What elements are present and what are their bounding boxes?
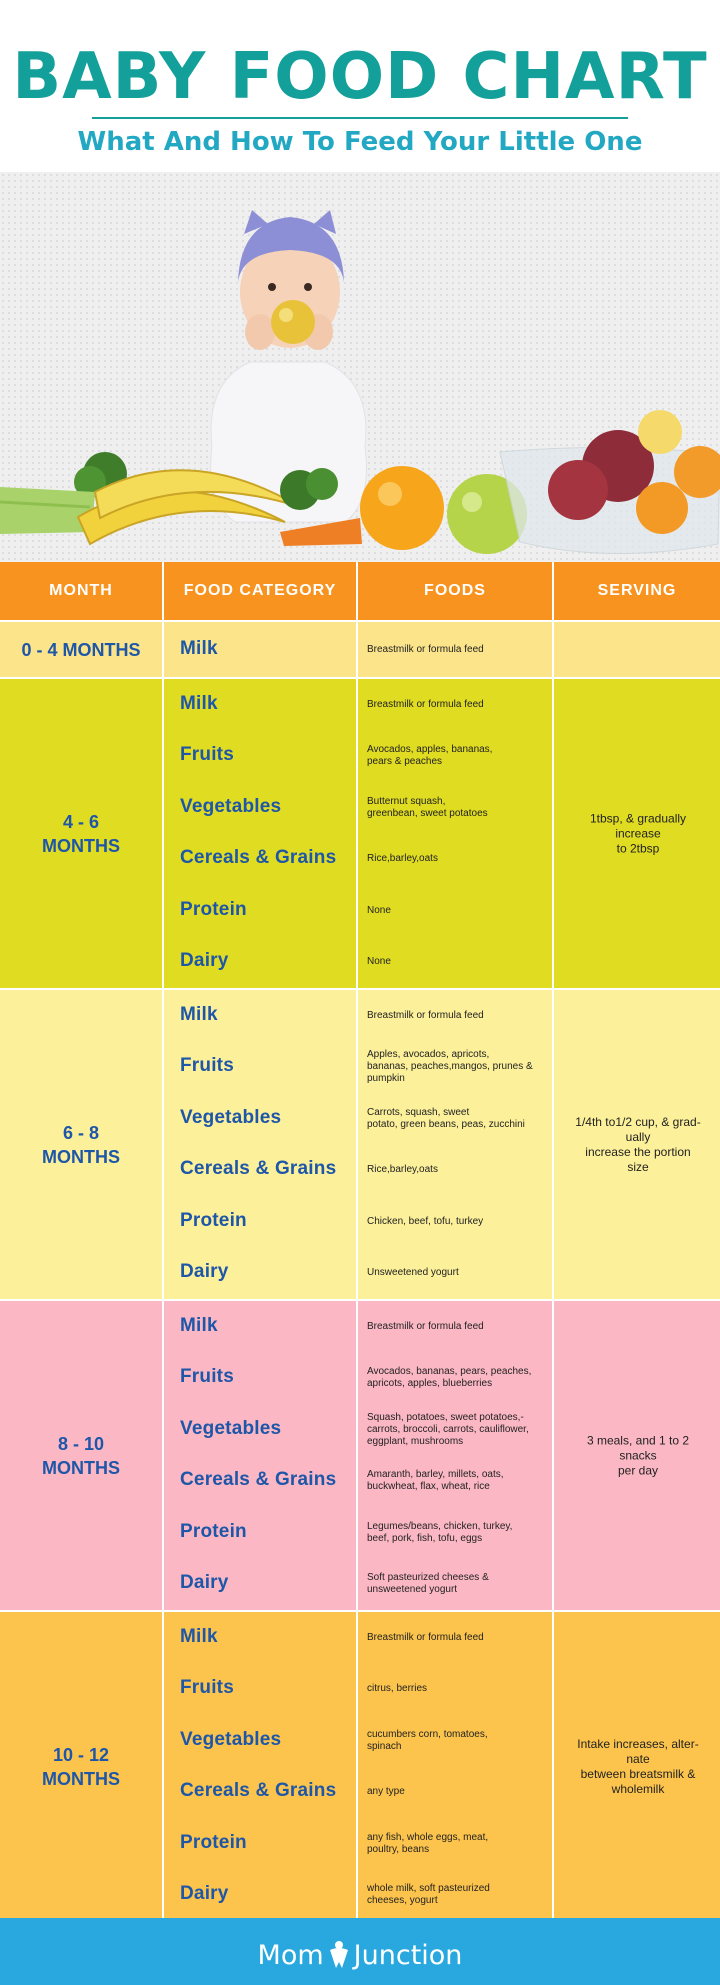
food-category-milk: Milk xyxy=(180,1003,218,1025)
foods-line: Carrots, squash, sweet xyxy=(367,1106,470,1118)
foods-cell xyxy=(367,796,551,820)
foods-line: Breastmilk or formula feed xyxy=(367,1320,484,1332)
foods-cell xyxy=(367,699,551,711)
foods-line: Butternut squash, xyxy=(367,795,446,807)
foods-line: cheeses, yogurt xyxy=(367,1895,438,1907)
serving-line: increase xyxy=(615,826,661,840)
foods-line: eggplant, mushrooms xyxy=(367,1435,464,1447)
food-category-vegetables: Vegetables xyxy=(180,795,282,817)
foods-line: poultry, beans xyxy=(367,1843,430,1855)
title-divider xyxy=(92,117,628,119)
food-category-dairy: Dairy xyxy=(180,1572,229,1594)
header-foods: FOODS xyxy=(358,562,552,620)
group-2-column-1 xyxy=(164,990,356,1299)
food-category-fruits: Fruits xyxy=(180,1677,234,1699)
foods-line: Breastmilk or formula feed xyxy=(367,698,484,710)
month-label-line: 6 - 8 xyxy=(62,1122,100,1143)
foods-line: Breastmilk or formula feed xyxy=(367,1009,484,1021)
serving-line: increase the portion xyxy=(585,1144,691,1159)
foods-cell xyxy=(367,1729,551,1753)
group-3-column-2 xyxy=(358,1301,552,1610)
food-category-vegetables: Vegetables xyxy=(180,1417,282,1439)
group-4-column-1 xyxy=(164,1612,356,1921)
food-chart-table xyxy=(0,562,720,1910)
foods-line: any fish, whole eggs, meat, xyxy=(367,1831,489,1843)
food-category-milk: Milk xyxy=(180,692,218,714)
food-category-protein: Protein xyxy=(180,1209,247,1231)
foods-line: Apples, avocados, apricots, xyxy=(367,1049,490,1061)
serving-line: 1tbsp, & gradually xyxy=(589,811,687,825)
month-label-line: MONTHS xyxy=(42,1146,120,1167)
group-3-column-1 xyxy=(164,1301,356,1610)
serving-line: snacks xyxy=(619,1448,657,1462)
foods-line: citrus, berries xyxy=(367,1683,428,1695)
food-category-cereals-grains: Cereals & Grains xyxy=(180,1469,337,1491)
foods-cell xyxy=(367,853,551,865)
food-category-milk: Milk xyxy=(180,1314,218,1336)
month-group-2 xyxy=(0,990,720,1299)
foods-cell xyxy=(367,1164,551,1176)
foods-line: any type xyxy=(367,1786,405,1798)
foods-line: Unsweetened yogurt xyxy=(367,1267,459,1279)
food-category-vegetables: Vegetables xyxy=(180,1728,282,1750)
foods-line: Soft pasteurized cheeses & xyxy=(367,1572,489,1584)
food-category-protein: Protein xyxy=(180,898,247,920)
baby-with-fruits-illustration xyxy=(0,172,720,562)
foods-cell xyxy=(367,1216,551,1228)
page-title: BABY FOOD CHART xyxy=(12,40,708,114)
foods-cell xyxy=(367,1366,551,1390)
foods-cell xyxy=(367,956,551,968)
group-1-column-2 xyxy=(358,679,552,988)
brand-right: Junction xyxy=(353,1940,463,1971)
header-month: MONTH xyxy=(0,562,162,620)
foods-cell xyxy=(367,1107,551,1131)
month-label-line: MONTHS xyxy=(42,835,120,856)
foods-line: Rice,barley,oats xyxy=(367,853,438,865)
food-category-protein: Protein xyxy=(180,1831,247,1853)
header-serving: SERVING xyxy=(554,562,720,620)
foods-cell xyxy=(367,1883,551,1907)
month-label-line: 0 - 4 MONTHS xyxy=(21,639,141,660)
month-label-line: MONTHS xyxy=(42,1768,120,1789)
food-category-fruits: Fruits xyxy=(180,744,234,766)
momjunction-logo xyxy=(0,1940,720,1971)
serving-line: per day xyxy=(617,1463,659,1477)
page-subtitle: What And How To Feed Your Little One xyxy=(77,127,643,157)
group-0-column-3 xyxy=(554,622,720,677)
foods-line: Breastmilk or formula feed xyxy=(367,1631,484,1643)
foods-line: greenbean, sweet potatoes xyxy=(367,807,488,819)
serving-line: wholemilk xyxy=(611,1781,665,1796)
foods-line: pears & peaches xyxy=(367,756,443,768)
foods-line: apricots, apples, blueberries xyxy=(367,1378,493,1390)
group-2-column-2 xyxy=(358,990,552,1299)
foods-line: carrots, broccoli, carrots, cauliflower, xyxy=(367,1423,529,1435)
foods-cell xyxy=(367,1786,551,1798)
food-category-dairy: Dairy xyxy=(180,1261,229,1283)
month-label-line: 10 - 12 xyxy=(52,1744,110,1765)
foods-line: Legumes/beans, chicken, turkey, xyxy=(367,1520,513,1532)
foods-cell xyxy=(367,744,551,768)
group-1-column-1 xyxy=(164,679,356,988)
food-category-vegetables: Vegetables xyxy=(180,1106,282,1128)
brand-left: Mom xyxy=(257,1940,324,1971)
month-label-line: MONTHS xyxy=(42,1457,120,1478)
month-label xyxy=(0,1432,162,1480)
foods-cell xyxy=(367,1521,551,1545)
serving-cell xyxy=(556,1737,720,1797)
foods-line: beef, pork, fish, tofu, eggs xyxy=(367,1532,483,1544)
foods-line: Breastmilk or formula feed xyxy=(367,643,484,655)
foods-cell xyxy=(367,644,551,656)
month-label-line: 4 - 6 xyxy=(62,811,100,832)
foods-line: unsweetened yogurt xyxy=(367,1584,458,1596)
foods-line: whole milk, soft pasteurized xyxy=(367,1883,490,1895)
serving-cell xyxy=(556,1433,720,1478)
foods-cell xyxy=(367,1469,551,1493)
food-category-fruits: Fruits xyxy=(180,1366,234,1388)
food-category-cereals-grains: Cereals & Grains xyxy=(180,1158,337,1180)
month-group-1 xyxy=(0,679,720,988)
month-label xyxy=(0,1743,162,1791)
foods-cell xyxy=(367,1683,551,1695)
month-label xyxy=(0,810,162,858)
foods-line: pumpkin xyxy=(367,1073,405,1085)
foods-line: cucumbers corn, tomatoes, xyxy=(367,1728,488,1740)
food-category-protein: Protein xyxy=(180,1520,247,1542)
foods-line: spinach xyxy=(367,1740,402,1752)
foods-cell xyxy=(367,1572,551,1596)
month-group-3 xyxy=(0,1301,720,1610)
group-4-column-2 xyxy=(358,1612,552,1921)
foods-cell xyxy=(367,1412,551,1448)
foods-line: Chicken, beef, tofu, turkey xyxy=(367,1215,484,1227)
serving-cell xyxy=(556,811,720,856)
month-label-line: 8 - 10 xyxy=(57,1433,105,1454)
foods-line: Avocados, bananas, pears, peaches, xyxy=(367,1366,532,1378)
food-category-cereals-grains: Cereals & Grains xyxy=(180,847,337,869)
food-category-cereals-grains: Cereals & Grains xyxy=(180,1780,337,1802)
serving-line: to 2tbsp xyxy=(616,841,660,855)
mother-child-logo-icon xyxy=(326,1940,352,1970)
serving-line: 3 meals, and 1 to 2 xyxy=(586,1433,690,1447)
foods-line: None xyxy=(367,904,391,916)
food-category-dairy: Dairy xyxy=(180,1883,229,1905)
foods-line: potato, green beans, peas, zucchini xyxy=(367,1118,525,1130)
serving-line: size xyxy=(627,1159,649,1174)
foods-line: Squash, potatoes, sweet potatoes,- xyxy=(367,1411,524,1423)
page-header xyxy=(0,0,720,172)
foods-line: None xyxy=(367,956,391,968)
foods-cell xyxy=(367,1632,551,1644)
foods-cell xyxy=(367,905,551,917)
foods-line: bananas, peaches,mangos, prunes & xyxy=(367,1061,533,1073)
foods-cell xyxy=(367,1010,551,1022)
serving-line: Intake increases, alter- xyxy=(577,1736,699,1751)
food-category-dairy: Dairy xyxy=(180,950,229,972)
foods-line: Rice,barley,oats xyxy=(367,1164,438,1176)
month-label xyxy=(0,638,162,662)
month-group-4 xyxy=(0,1612,720,1921)
header-food-category: FOOD CATEGORY xyxy=(164,562,356,620)
serving-line: nate xyxy=(626,1751,650,1766)
foods-cell xyxy=(367,1832,551,1856)
serving-line: ually xyxy=(625,1129,651,1144)
hero-photo xyxy=(0,172,720,562)
serving-line: 1/4th to1/2 cup, & grad- xyxy=(575,1114,701,1129)
foods-cell xyxy=(367,1049,551,1085)
foods-line: Avocados, apples, bananas, xyxy=(367,744,493,756)
foods-cell xyxy=(367,1267,551,1279)
food-category-fruits: Fruits xyxy=(180,1055,234,1077)
month-label xyxy=(0,1121,162,1169)
food-category-milk: Milk xyxy=(180,637,218,659)
foods-line: buckwheat, flax, wheat, rice xyxy=(367,1481,490,1493)
footer-bar xyxy=(0,1918,720,1985)
food-category-milk: Milk xyxy=(180,1625,218,1647)
foods-line: Amaranth, barley, millets, oats, xyxy=(367,1469,504,1481)
month-group-0 xyxy=(0,622,720,677)
serving-line: between breatsmilk & xyxy=(580,1766,696,1781)
serving-cell xyxy=(556,1115,720,1175)
foods-cell xyxy=(367,1321,551,1333)
